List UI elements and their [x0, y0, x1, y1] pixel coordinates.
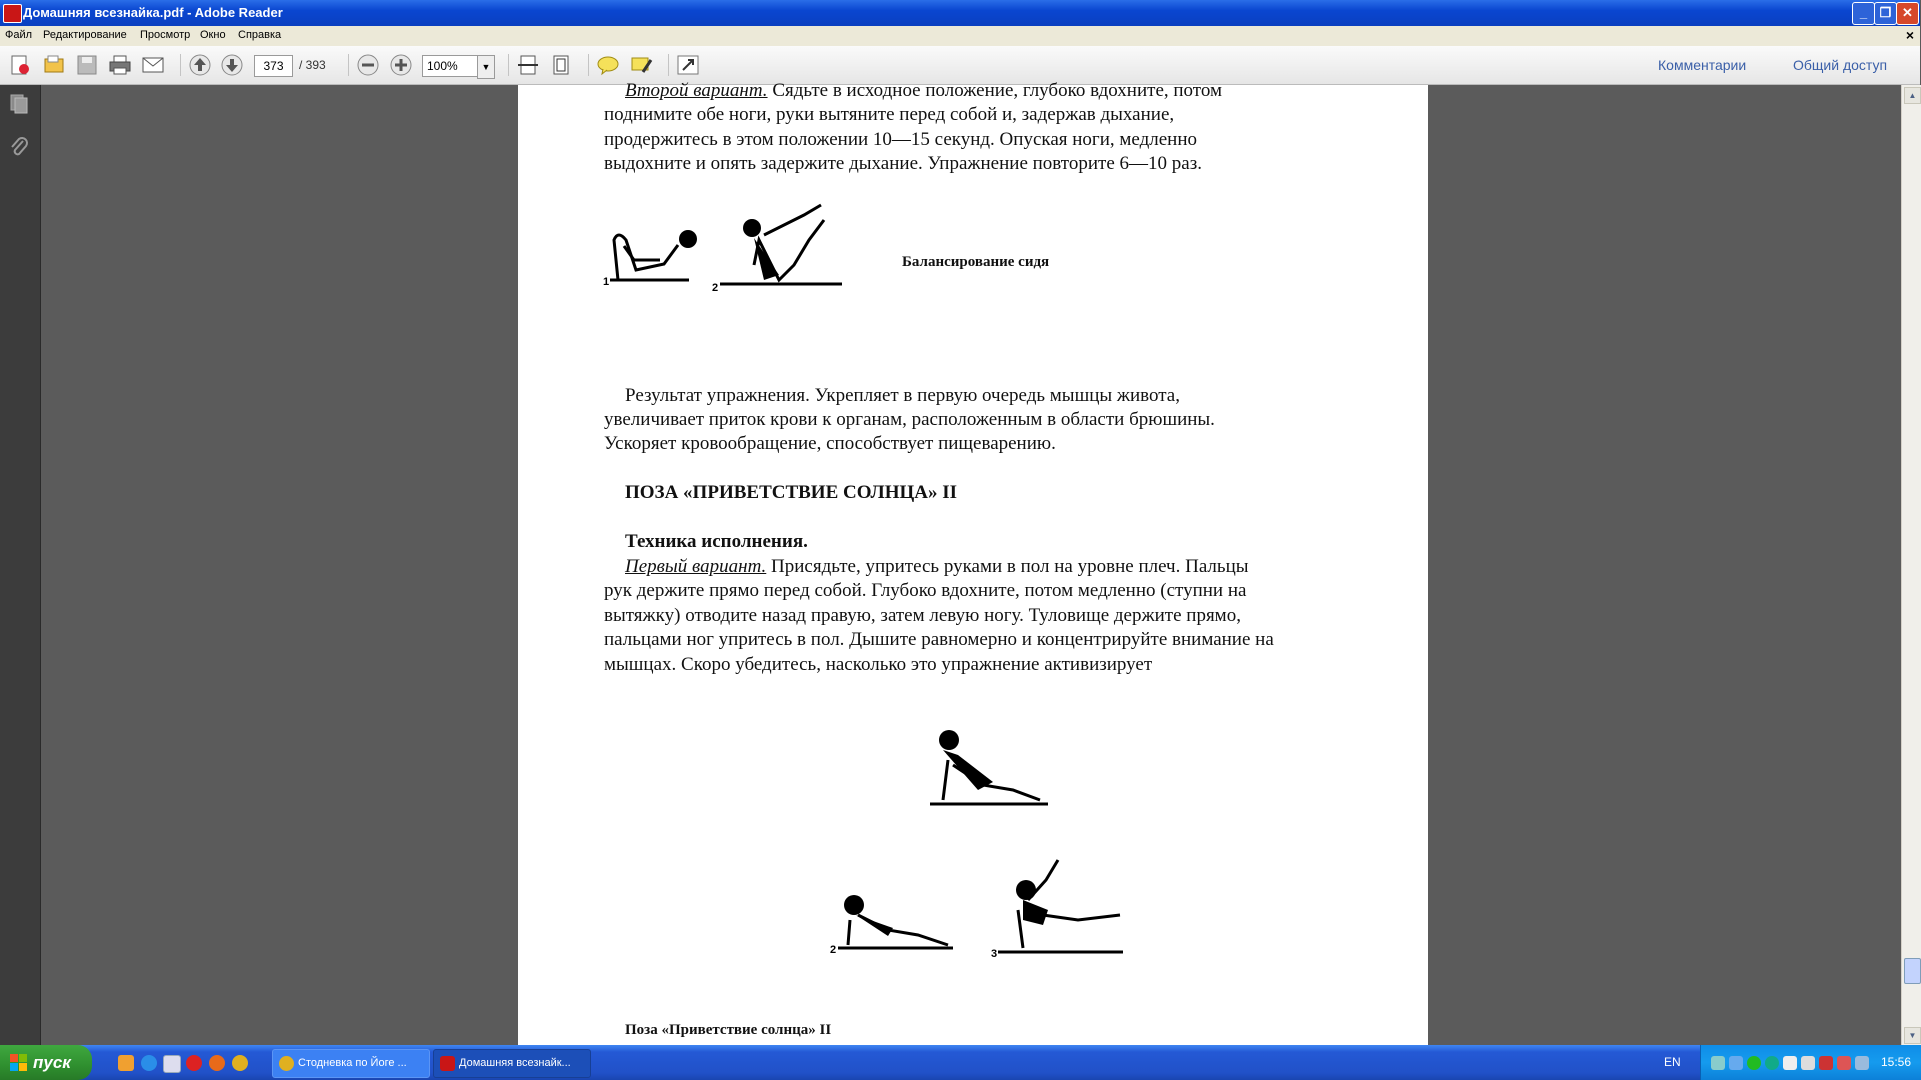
menu-view[interactable]: Просмотр [140, 29, 191, 41]
figure-caption: Поза «Приветствие солнца» II [625, 1022, 832, 1038]
zoom-dropdown-icon[interactable]: ▼ [477, 55, 495, 79]
quicklaunch-icon[interactable] [118, 1055, 134, 1071]
previous-page-icon[interactable] [188, 54, 212, 76]
task-label: Домашняя всезнайк... [459, 1057, 571, 1069]
adobe-reader-icon [3, 4, 22, 23]
adobe-reader-icon [440, 1056, 455, 1071]
flag-icon[interactable] [1819, 1056, 1833, 1070]
open-file-icon[interactable] [42, 54, 66, 76]
vertical-scrollbar[interactable] [1901, 85, 1921, 1045]
figure-number: 2 [830, 944, 837, 956]
section-heading: ПОЗА «ПРИВЕТСТВИЕ СОЛНЦА» II [625, 482, 958, 503]
network-icon[interactable] [1711, 1056, 1725, 1070]
chrome-icon [279, 1056, 294, 1071]
section-subheading: Техника исполнения. [625, 531, 808, 552]
messenger-icon[interactable] [1783, 1056, 1797, 1070]
windows-flag-icon [10, 1054, 28, 1072]
navigation-pane [0, 85, 41, 1045]
toolbar-separator [180, 54, 181, 76]
menu-bar [0, 26, 1920, 47]
paragraph-line: пальцами ног упритесь в пол. Дышите равномерно и концентрируйте внимание на [604, 629, 1274, 650]
menu-edit[interactable]: Редактирование [43, 29, 127, 41]
start-label: пуск [33, 1053, 71, 1072]
variant-label: Первый вариант. [625, 556, 767, 577]
paragraph-line: Результат упражнения. Укрепляет в первую очередь мышцы живота, [625, 385, 1180, 406]
toolbar-separator [348, 54, 349, 76]
figure-number: 3 [991, 948, 998, 960]
figure-number: 2 [712, 282, 719, 294]
system-tray [1700, 1045, 1921, 1080]
save-icon[interactable] [75, 54, 99, 76]
balance-sitting-illustration [603, 180, 844, 294]
page-number-input[interactable]: 373 [254, 55, 293, 77]
fit-page-icon[interactable] [549, 54, 573, 76]
update-icon[interactable] [1765, 1056, 1779, 1070]
comments-link[interactable]: Комментарии [1658, 57, 1747, 73]
tray-app-icon[interactable] [1855, 1056, 1869, 1070]
minimize-button[interactable]: _ [1852, 2, 1875, 25]
window-title: Домашняя всезнайка.pdf - Adobe Reader [23, 5, 283, 20]
page-thumbnails-icon[interactable] [8, 93, 30, 115]
scroll-thumb[interactable] [1904, 958, 1921, 984]
paragraph-line: рук держите прямо перед собой. Глубоко вдохните, потом медленно (ступни на [604, 580, 1247, 601]
expand-icon[interactable] [676, 54, 700, 76]
firefox-icon[interactable] [209, 1055, 225, 1071]
show-desktop-icon[interactable] [163, 1055, 181, 1073]
variant-label: Второй вариант. [625, 80, 768, 101]
zoom-out-icon[interactable] [356, 54, 380, 76]
paragraph-line: Второй вариант. Сядьте в исходное положение, глубоко вдохните, потом [625, 80, 1223, 101]
maximize-button[interactable]: ❐ [1874, 2, 1897, 25]
zoom-in-icon[interactable] [389, 54, 413, 76]
sun-salutation-illustration [818, 710, 1158, 990]
zoom-level-input[interactable]: 100% [422, 55, 478, 77]
scroll-down-icon[interactable]: ▼ [1904, 1027, 1921, 1044]
pdf-page [518, 80, 1428, 1045]
toolbar-separator [508, 54, 509, 76]
paragraph-line: увеличивает приток крови к органам, расположенным в области брюшины. [604, 409, 1215, 430]
title-bar [0, 0, 1920, 26]
figure-number: 1 [603, 276, 610, 288]
share-link[interactable]: Общий доступ [1793, 57, 1888, 73]
menu-file[interactable]: Файл [5, 29, 33, 41]
document-close-icon[interactable]: × [1905, 27, 1914, 43]
task-adobe-reader[interactable] [433, 1049, 591, 1078]
paragraph-line: Первый вариант. Присядьте, упритесь руками в пол на уровне плеч. Пальцы [625, 556, 1249, 577]
paragraph-line: выдохните и опять задержите дыхание. Упражнение повторите 6—10 раз. [604, 153, 1202, 174]
tray-app-icon[interactable] [1837, 1056, 1851, 1070]
opera-icon[interactable] [186, 1055, 202, 1071]
comment-icon[interactable] [596, 54, 620, 76]
toolbar-separator [588, 54, 589, 76]
next-page-icon[interactable] [220, 54, 244, 76]
security-icon[interactable] [1747, 1056, 1761, 1070]
scroll-up-icon[interactable]: ▲ [1904, 87, 1921, 104]
figure-caption: Балансирование сидя [902, 254, 1050, 270]
paragraph-line: продержитесь в этом положении 10—15 секунд. Опуская ноги, медленно [604, 129, 1197, 150]
paragraph-line: мышцах. Скоро убедитесь, насколько это упражнение активизирует [604, 654, 1153, 675]
task-label: Стодневка по Йоге ... [298, 1057, 407, 1069]
start-button[interactable] [0, 1045, 92, 1080]
internet-explorer-icon[interactable] [141, 1055, 157, 1071]
paragraph-line: поднимите обе ноги, руки вытяните перед собой и, задержав дыхание, [604, 104, 1175, 125]
chrome-icon[interactable] [232, 1055, 248, 1071]
language-indicator[interactable]: EN [1664, 1055, 1681, 1069]
attachments-icon[interactable] [8, 136, 30, 158]
clock[interactable]: 15:56 [1880, 1055, 1911, 1069]
document-view[interactable] [41, 80, 1901, 1045]
fit-width-icon[interactable] [516, 54, 540, 76]
toolbar-separator [668, 54, 669, 76]
task-chrome-yoga[interactable] [272, 1049, 430, 1078]
page-total: / 393 [299, 58, 326, 72]
network-icon[interactable] [1729, 1056, 1743, 1070]
paragraph-line: Ускоряет кровообращение, способствует пищеварению. [604, 433, 1056, 454]
taskbar [0, 1045, 1920, 1080]
menu-help[interactable]: Справка [238, 29, 282, 41]
highlight-icon[interactable] [629, 54, 653, 76]
close-button[interactable]: ✕ [1896, 2, 1919, 25]
create-pdf-icon[interactable] [8, 54, 32, 76]
print-icon[interactable] [108, 54, 132, 76]
paragraph-line: вытяжку) отводите назад правую, затем левую ногу. Туловище держите прямо, [604, 605, 1241, 626]
volume-icon[interactable] [1801, 1056, 1815, 1070]
menu-window[interactable]: Окно [200, 29, 226, 41]
email-icon[interactable] [141, 54, 165, 76]
